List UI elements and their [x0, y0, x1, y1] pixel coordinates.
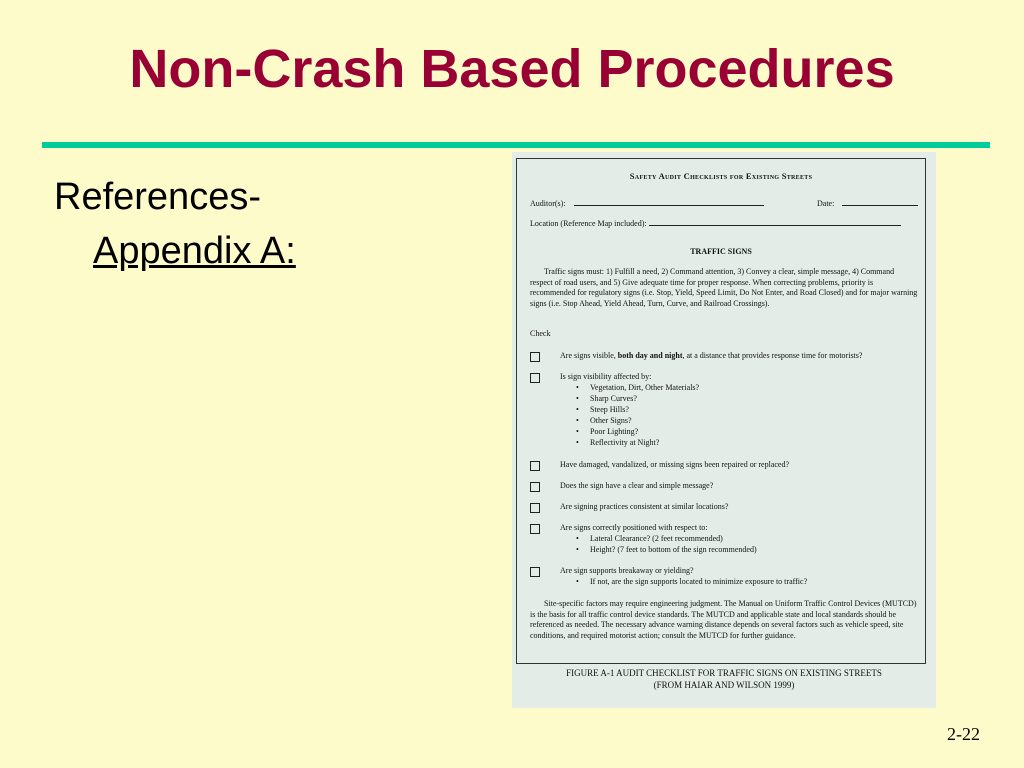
checklist-subitem: • Lateral Clearance? (2 feet recommended) — [590, 534, 723, 545]
checkbox[interactable] — [530, 482, 540, 492]
auditor-blank — [574, 197, 764, 206]
date-label: Date: — [817, 199, 835, 208]
checklist-question: Does the sign have a clear and simple message? — [560, 481, 714, 490]
location-blank — [649, 217, 901, 226]
checklist-subitem: • If not, are the sign supports located to minimize exposure to traffic? — [590, 577, 807, 588]
checklist-question: Have damaged, vandalized, or missing signs been repaired or replaced? — [560, 460, 790, 469]
checklist-scan — [512, 152, 936, 708]
guidance-paragraph: Site-specific factors may require engineering judgment. The Manual on Uniform Traffic Control Devices (MUTCD) is the basis for all traffic control device standards. The MUTCD and applicable state and local standards should be referenced as needed. The necessary advance warning distance depends on several factors such as vehicle speed, site conditions, and required motorist action; consult the MUTCD for further guidance. — [530, 599, 917, 640]
auditor-field — [530, 197, 764, 210]
checklist-subitem: • Sharp Curves? — [590, 394, 637, 405]
checkbox[interactable] — [530, 461, 540, 471]
figure-caption — [512, 667, 936, 691]
checklist-subitem: • Vegetation, Dirt, Other Materials? — [590, 383, 699, 394]
location-label: Location (Reference Map included): — [530, 219, 647, 228]
slide-title: Non-Crash Based Procedures — [129, 39, 895, 99]
checklist-subitem: • Reflectivity at Night? — [590, 438, 659, 449]
checklist-subitem: • Steep Hills? — [590, 405, 629, 416]
page-number: 2-22 — [947, 724, 980, 744]
checkbox[interactable] — [530, 373, 540, 383]
form-title: Safety Audit Checklists for Existing Streets — [629, 171, 813, 181]
checkbox[interactable] — [530, 567, 540, 577]
date-field — [817, 197, 918, 210]
location-field — [530, 217, 901, 230]
checklist-subitem: • Other Signs? — [590, 416, 632, 427]
checklist-subitem: • Poor Lighting? — [590, 427, 638, 438]
references-label: References- — [54, 176, 261, 218]
checklist-question: Are signs visible, both day and night, at a distance that provides response time for motorists? — [560, 351, 863, 360]
appendix-a-link[interactable]: Appendix A: — [93, 230, 296, 272]
checkbox[interactable] — [530, 352, 540, 362]
date-blank — [842, 197, 918, 206]
checkbox[interactable] — [530, 524, 540, 534]
caption-line-1: FIGURE A-1 AUDIT CHECKLIST FOR TRAFFIC SIGNS ON EXISTING STREETS — [566, 668, 882, 678]
checklist-form — [516, 158, 926, 664]
checkbox[interactable] — [530, 503, 540, 513]
checklist-subitem: • Height? (7 feet to bottom of the sign recommended) — [590, 545, 757, 556]
caption-line-2: (FROM HAIAR AND WILSON 1999) — [653, 680, 795, 690]
section-title: TRAFFIC SIGNS — [690, 247, 752, 256]
checklist-question: Is sign visibility affected by: — [560, 372, 652, 381]
checklist-question: Are sign supports breakaway or yielding? — [560, 566, 694, 575]
check-header: Check — [530, 329, 551, 338]
title-divider — [42, 142, 990, 148]
checklist-question: Are signs correctly positioned with respect to: — [560, 523, 708, 532]
intro-text: Traffic signs must: 1) Fulfill a need, 2) Command attention, 3) Convey a clear, simple message, 4) Command respect of road users, and 5) Give adequate time for proper response. When correcting problems, priority is recommended for regulatory signs (i.e. Stop, Yield, Speed Limit, Do Not Enter, and Road Closed) and for major warning signs (i.e. Stop Ahead, Yield Ahead, Turn, Curve, and Railroad Crossings). — [530, 267, 918, 308]
auditor-label: Auditor(s): — [530, 199, 566, 208]
checklist-question: Are signing practices consistent at similar locations? — [560, 502, 729, 511]
